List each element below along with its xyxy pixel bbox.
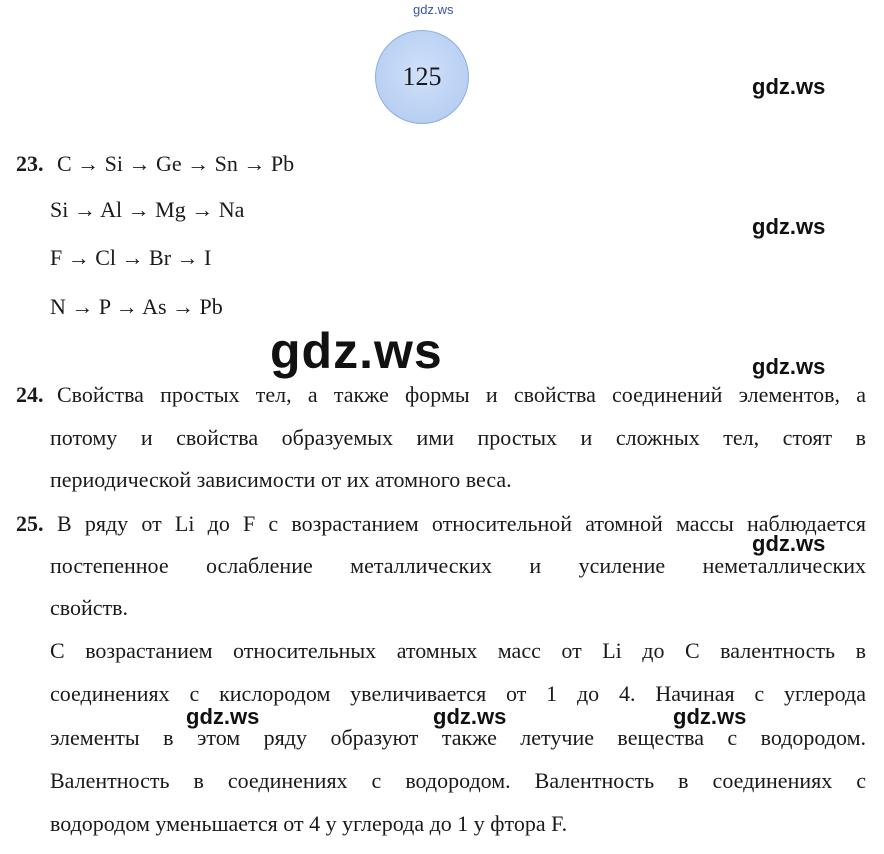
- problem-23-line-4: N → P → As → Pb: [50, 294, 223, 319]
- page-number-badge: [375, 30, 469, 124]
- problem-23-number: 23.: [16, 151, 44, 176]
- watermark-5: gdz.ws: [186, 704, 260, 729]
- problem-25-line-2: постепенное ослабление металлических и усиление неметаллических: [50, 553, 866, 578]
- watermark-1: gdz.ws: [752, 74, 826, 99]
- problem-24-line-2: потому и свойства образуемых ими простых и сложных тел, стоят в: [50, 425, 866, 450]
- problem-25-line-6: элементы в этом ряду образуют также летучие вещества с водородом.: [50, 725, 866, 750]
- problem-24-number: 24.: [16, 382, 44, 407]
- watermark-7: gdz.ws: [673, 704, 747, 729]
- watermark-4: gdz.ws: [752, 531, 826, 556]
- problem-23-line-3: F → Cl → Br → I: [50, 245, 212, 270]
- problem-25-line-8: водородом уменьшается от 4 у углерода до 1 у фтора F.: [50, 811, 568, 836]
- problem-23-line-2: Si → Al → Mg → Na: [50, 197, 245, 222]
- watermark-top: gdz.ws: [413, 2, 454, 17]
- problem-23-line-1: C → Si → Ge → Sn → Pb: [57, 151, 295, 176]
- watermark-large: gdz.ws: [270, 323, 443, 379]
- problem-25-line-7: Валентность в соединениях с водородом. Валентность в соединениях с: [50, 768, 866, 793]
- problem-25-line-3: свойств.: [50, 595, 129, 620]
- problem-25-line-5: соединениях с кислородом увеличивается от 1 до 4. Начиная с углерода: [50, 681, 866, 706]
- problem-24-line-3: периодической зависимости от их атомного веса.: [50, 467, 512, 492]
- problem-24-line-1: Свойства простых тел, а также формы и свойства соединений элементов, а: [57, 382, 866, 407]
- problem-25-number: 25.: [16, 511, 44, 536]
- watermark-3: gdz.ws: [752, 354, 826, 379]
- problem-25-line-1: В ряду от Li до F с возрастанием относительной атомной массы наблюдается: [57, 511, 866, 536]
- problem-25-line-4: С возрастанием относительных атомных масс от Li до C валентность в: [50, 638, 866, 663]
- watermark-6: gdz.ws: [433, 704, 507, 729]
- watermark-2: gdz.ws: [752, 214, 826, 239]
- page-number: 125: [402, 62, 442, 91]
